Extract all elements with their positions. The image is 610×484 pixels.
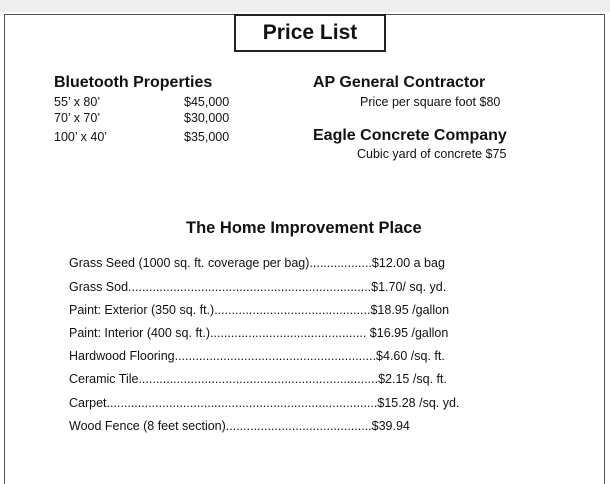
home-improvement-heading: The Home Improvement Place [186, 219, 422, 237]
lot-size: 100’ x 40’ [54, 130, 108, 144]
list-item: Hardwood Flooring..........................................................$4.60 /sq. ft. [69, 349, 445, 363]
list-item: Grass Seed (1000 sq. ft. coverage per bag)..................$12.00 a bag [69, 256, 445, 270]
list-item: Carpet..............................................................................$15.28 /sq. yd. [69, 396, 460, 410]
concrete-heading: Eagle Concrete Company [313, 127, 507, 144]
lot-row [54, 95, 244, 110]
list-item: Ceramic Tile.....................................................................$2.15 /sq. ft. [69, 372, 447, 386]
list-item: Paint: Interior (400 sq. ft.)............................................. $16.95 /gallon [69, 326, 449, 340]
lot-size: 70’ x 70’ [54, 111, 101, 125]
page-title: Price List [234, 14, 386, 52]
lot-row [54, 111, 244, 126]
top-bar [0, 0, 610, 12]
lot-size: 55’ x 80’ [54, 95, 101, 109]
list-item: Wood Fence (8 feet section)..........................................$39.94 [69, 419, 410, 433]
lot-price: $30,000 [184, 111, 230, 125]
concrete-price: Cubic yard of concrete $75 [357, 147, 507, 161]
bluetooth-properties-heading: Bluetooth Properties [54, 74, 213, 91]
list-item: Paint: Exterior (350 sq. ft.).............................................$18.95 /gallon [69, 303, 450, 317]
list-item: Grass Sod......................................................................$1.70/ sq. yd. [69, 280, 447, 294]
contractor-heading: AP General Contractor [313, 74, 486, 91]
lot-price: $35,000 [184, 130, 230, 144]
lot-price: $45,000 [184, 95, 230, 109]
contractor-price: Price per square foot $80 [360, 95, 501, 109]
lot-row [54, 130, 244, 145]
